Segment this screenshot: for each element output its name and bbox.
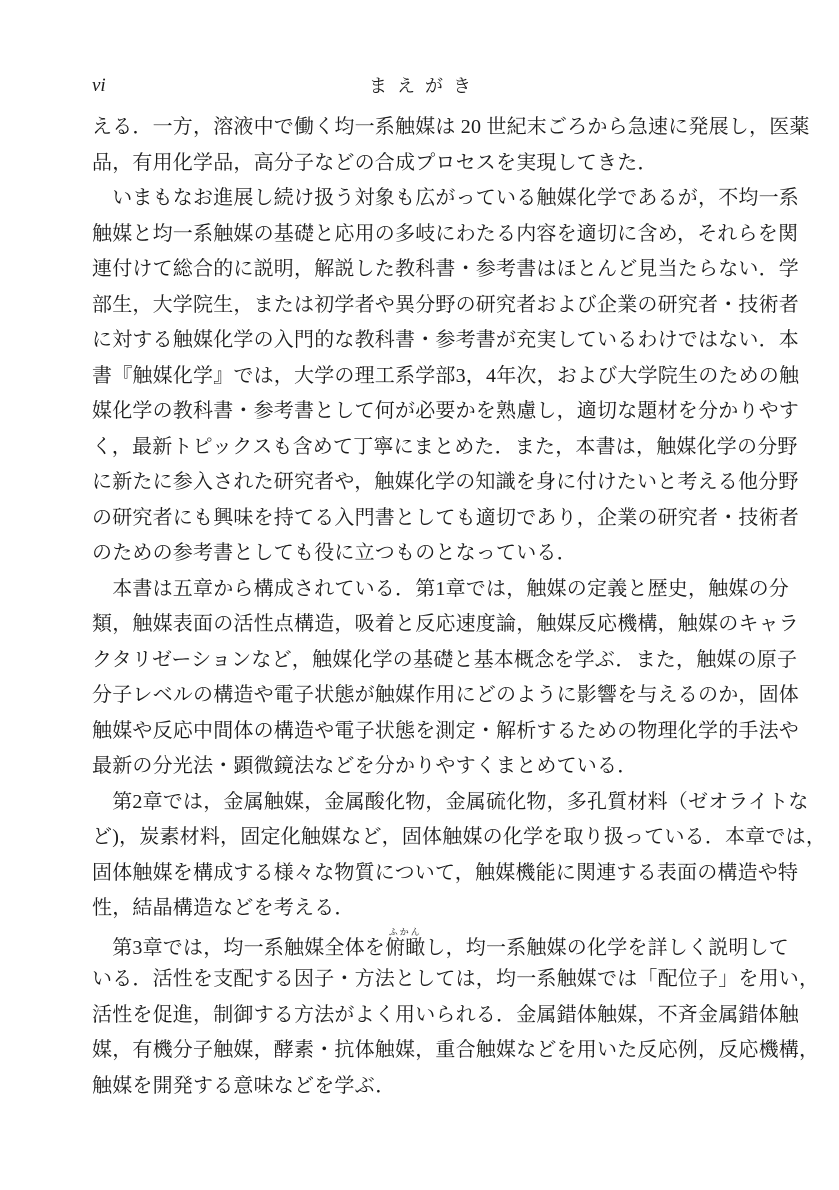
paragraph-3 xyxy=(92,572,799,785)
text-line: 書『触媒化学』では，大学の理工系学部3，4年次，および大学院生のための触 xyxy=(92,364,800,387)
text-line: いまもなお進展し続け扱う対象も広がっている触媒化学であるが，不均一系 xyxy=(92,187,799,209)
page-header xyxy=(92,74,748,98)
text-line: のための参考書としても役に立つものとなっている． xyxy=(92,542,577,564)
text-line: 固体触媒を構成する様々な物質について，触媒機能に関連する表面の構造や特 xyxy=(92,861,799,884)
text-line: ど)，炭素材料，固定化触媒など，固体触媒の化学を取り扱っている．本章では， xyxy=(92,826,827,848)
text-line: 媒，有機分子触媒，酵素・抗体触媒，重合触媒などを用いた反応例，反応機構， xyxy=(92,1039,820,1061)
text-segment: 第3章では，均一系触媒全体を xyxy=(92,936,385,959)
text-line: 本書は五章から構成されている．第1章では，触媒の定義と歴史，触媒の分 xyxy=(92,577,789,600)
page-number: vi xyxy=(92,75,106,96)
text-line: に新たに参入された研究者や，触媒化学の知識を身に付けたいと考える他分野 xyxy=(92,471,799,493)
text-line: 連付けて総合的に説明，解説した教科書・参考書はほとんど見当たらない．学 xyxy=(92,258,799,280)
text-line xyxy=(92,926,790,963)
text-line: く，最新トピックスも含めて丁寧にまとめた．また，本書は，触媒化学の分野 xyxy=(92,435,798,458)
text-line: 触媒を開発する意味などを学ぶ． xyxy=(92,1074,396,1097)
text-line: 触媒や反応中間体の構造や電子状態を測定・解析するための物理化学的手法や xyxy=(92,719,799,742)
text-line: える．一方，溶液中で働く均一系触媒は 20 世紀末ごろから急速に発展し，医薬 xyxy=(92,116,810,138)
text-line: 触媒と均一系触媒の基礎と応用の多岐にわたる内容を適切に含め，それらを関 xyxy=(92,222,799,245)
paragraph-1 xyxy=(92,110,810,181)
text-line: 第2章では，金属触媒，金属酸化物，金属硫化物，多孔質材料（ゼオライトな xyxy=(92,790,809,813)
text-line: 部生，大学院生，または初学者や異分野の研究者および企業の研究者・技術者 xyxy=(92,293,799,316)
running-title: まえがき xyxy=(369,76,481,96)
ruby-annotated-word: 俯瞰ふかん xyxy=(385,926,426,959)
paragraph-5 xyxy=(92,926,820,1105)
text-line: の研究者にも興味を持てる入門書としても適切であり，企業の研究者・技術者 xyxy=(92,506,799,529)
text-line: クタリゼーションなど，触媒化学の基礎と基本概念を学ぶ．また，触媒の原子 xyxy=(92,648,798,671)
text-line: 類，触媒表面の活性点構造，吸着と反応速度論，触媒反応機構，触媒のキャラ xyxy=(92,613,799,635)
page-body xyxy=(92,110,827,1104)
paragraph-4 xyxy=(92,785,827,927)
text-line: 品，有用化学品，高分子などの合成プロセスを実現してきた． xyxy=(92,151,658,174)
text-line: に対する触媒化学の入門的な教科書・参考書が充実しているわけではない．本 xyxy=(92,329,799,351)
text-segment: し，均一系触媒の化学を詳しく説明して xyxy=(425,936,790,959)
text-line: 性，結晶構造などを考える． xyxy=(92,897,355,919)
text-line: 媒化学の教科書・参考書として何が必要かを熟慮し，適切な題材を分かりやす xyxy=(92,400,799,422)
text-line: 分子レベルの構造や電子状態が触媒作用にどのように影響を与えるのか，固体 xyxy=(92,684,799,706)
text-line: 最新の分光法・顕微鏡法などを分かりやすくまとめている． xyxy=(92,755,638,777)
paragraph-2 xyxy=(92,181,800,572)
text-line: いる．活性を支配する因子・方法としては，均一系触媒では「配位子」を用い， xyxy=(92,968,820,990)
text-line: 活性を促進，制御する方法がよく用いられる．金属錯体触媒，不斉金属錯体触 xyxy=(92,1003,799,1026)
